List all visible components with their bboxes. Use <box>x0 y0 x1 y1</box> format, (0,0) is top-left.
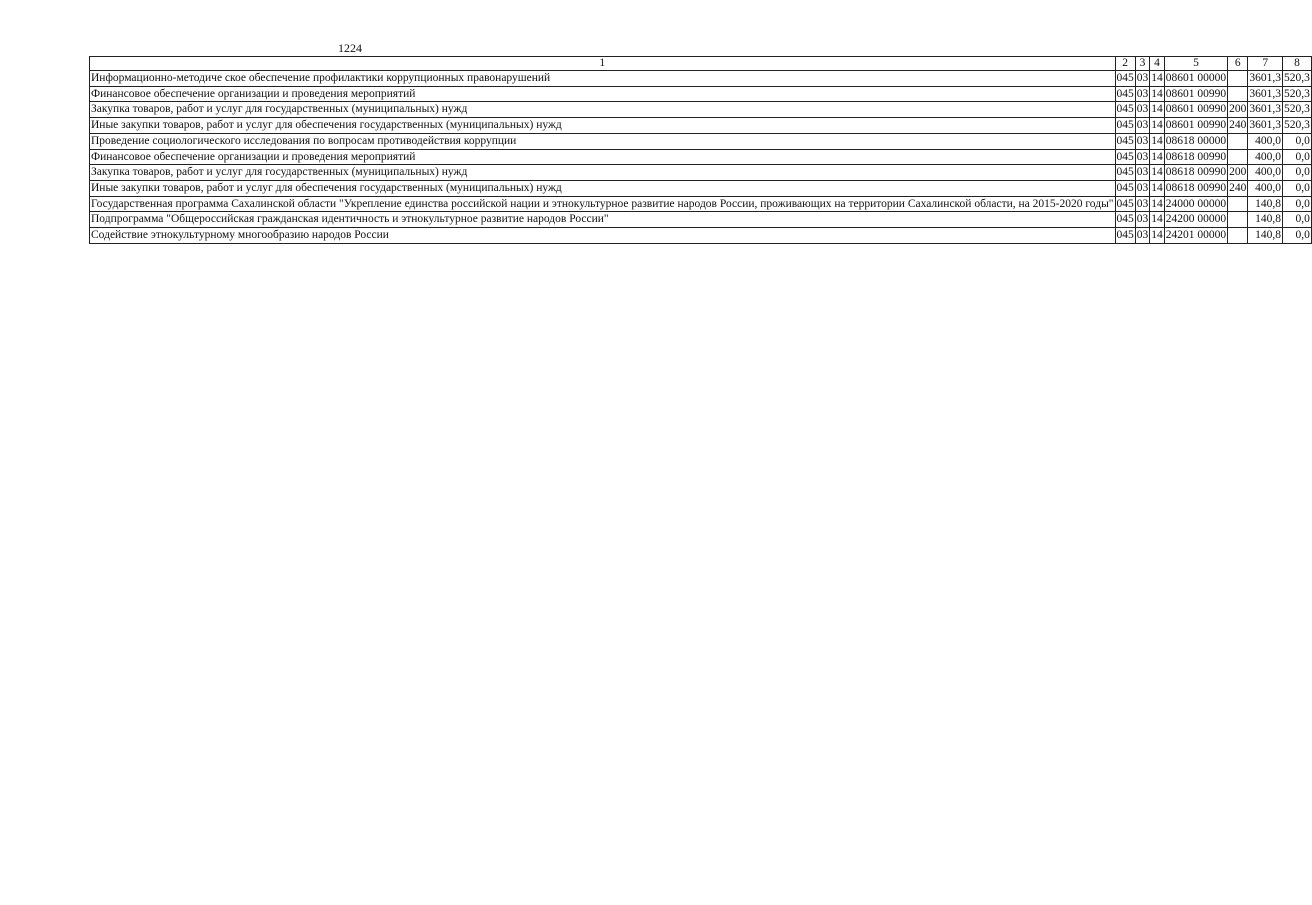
expense-type-code <box>1228 86 1248 102</box>
target-article-code: 08601 00000 <box>1164 71 1227 87</box>
expense-type-code: 200 <box>1228 102 1248 118</box>
column-header: 4 <box>1150 57 1165 71</box>
table-row <box>90 180 1312 196</box>
amount-col-8: 520,3 <box>1283 118 1312 134</box>
section-code: 03 <box>1135 71 1150 87</box>
section-code: 03 <box>1135 86 1150 102</box>
expense-type-code <box>1228 196 1248 212</box>
ministry-code: 045 <box>1115 133 1135 149</box>
ministry-code: 045 <box>1115 212 1135 228</box>
column-header: 8 <box>1283 57 1312 71</box>
amount-col-8: 0,0 <box>1283 196 1312 212</box>
target-article-code: 24200 00000 <box>1164 212 1227 228</box>
amount-col-7: 140,8 <box>1248 212 1283 228</box>
expense-type-code <box>1228 133 1248 149</box>
subsection-code: 14 <box>1150 196 1165 212</box>
item-name: Проведение социологического исследования по вопросам противодействия коррупции <box>90 133 1116 149</box>
table-row <box>90 118 1312 134</box>
column-header: 3 <box>1135 57 1150 71</box>
section-code: 03 <box>1135 180 1150 196</box>
amount-col-8: 0,0 <box>1283 133 1312 149</box>
ministry-code: 045 <box>1115 102 1135 118</box>
target-article-code: 08601 00990 <box>1164 118 1227 134</box>
amount-col-7: 400,0 <box>1248 133 1283 149</box>
expense-type-code: 200 <box>1228 165 1248 181</box>
table-row <box>90 102 1312 118</box>
section-code: 03 <box>1135 228 1150 244</box>
amount-col-8: 0,0 <box>1283 149 1312 165</box>
section-code: 03 <box>1135 102 1150 118</box>
section-code: 03 <box>1135 212 1150 228</box>
column-header: 2 <box>1115 57 1135 71</box>
amount-col-8: 0,0 <box>1283 180 1312 196</box>
subsection-code: 14 <box>1150 102 1165 118</box>
ministry-code: 045 <box>1115 228 1135 244</box>
subsection-code: 14 <box>1150 86 1165 102</box>
amount-col-8: 0,0 <box>1283 228 1312 244</box>
amount-col-7: 3601,3 <box>1248 102 1283 118</box>
amount-col-7: 3601,3 <box>1248 86 1283 102</box>
section-code: 03 <box>1135 118 1150 134</box>
target-article-code: 24000 00000 <box>1164 196 1227 212</box>
table-row <box>90 212 1312 228</box>
column-header: 5 <box>1164 57 1227 71</box>
subsection-code: 14 <box>1150 228 1165 244</box>
table-row <box>90 196 1312 212</box>
target-article-code: 08618 00990 <box>1164 165 1227 181</box>
subsection-code: 14 <box>1150 71 1165 87</box>
ministry-code: 045 <box>1115 196 1135 212</box>
amount-col-7: 400,0 <box>1248 165 1283 181</box>
subsection-code: 14 <box>1150 180 1165 196</box>
item-name: Подпрограмма "Общероссийская гражданская идентичность и этнокультурное развитие народов России" <box>90 212 1116 228</box>
item-name: Закупка товаров, работ и услуг для государственных (муниципальных) нужд <box>90 102 1116 118</box>
item-name: Иные закупки товаров, работ и услуг для обеспечения государственных (муниципальных) нужд <box>90 180 1116 196</box>
amount-col-7: 140,8 <box>1248 228 1283 244</box>
amount-col-8: 0,0 <box>1283 165 1312 181</box>
subsection-code: 14 <box>1150 212 1165 228</box>
table-row <box>90 228 1312 244</box>
budget-table <box>89 56 1312 244</box>
table-row <box>90 71 1312 87</box>
amount-col-8: 0,0 <box>1283 212 1312 228</box>
expense-type-code <box>1228 71 1248 87</box>
ministry-code: 045 <box>1115 86 1135 102</box>
amount-col-7: 3601,3 <box>1248 71 1283 87</box>
target-article-code: 08618 00000 <box>1164 133 1227 149</box>
target-article-code: 08601 00990 <box>1164 102 1227 118</box>
item-name: Иные закупки товаров, работ и услуг для обеспечения государственных (муниципальных) нужд <box>90 118 1116 134</box>
amount-col-7: 140,8 <box>1248 196 1283 212</box>
item-name: Закупка товаров, работ и услуг для государственных (муниципальных) нужд <box>90 165 1116 181</box>
ministry-code: 045 <box>1115 118 1135 134</box>
item-name: Информационно-методиче ское обеспечение профилактики коррупционных правонарушений <box>90 71 1116 87</box>
expense-type-code: 240 <box>1228 118 1248 134</box>
header-row <box>90 57 1312 71</box>
column-header: 1 <box>90 57 1116 71</box>
subsection-code: 14 <box>1150 149 1165 165</box>
expense-type-code <box>1228 149 1248 165</box>
amount-col-8: 520,3 <box>1283 102 1312 118</box>
expense-type-code <box>1228 212 1248 228</box>
amount-col-7: 3601,3 <box>1248 118 1283 134</box>
expense-type-code <box>1228 228 1248 244</box>
section-code: 03 <box>1135 133 1150 149</box>
ministry-code: 045 <box>1115 180 1135 196</box>
amount-col-8: 520,3 <box>1283 86 1312 102</box>
subsection-code: 14 <box>1150 165 1165 181</box>
item-name: Содействие этнокультурному многообразию народов России <box>90 228 1116 244</box>
ministry-code: 045 <box>1115 165 1135 181</box>
column-header: 7 <box>1248 57 1283 71</box>
target-article-code: 08618 00990 <box>1164 180 1227 196</box>
subsection-code: 14 <box>1150 133 1165 149</box>
ministry-code: 045 <box>1115 71 1135 87</box>
amount-col-7: 400,0 <box>1248 180 1283 196</box>
item-name: Финансовое обеспечение организации и проведения мероприятий <box>90 149 1116 165</box>
page-number: 1224 <box>338 41 362 55</box>
item-name: Финансовое обеспечение организации и проведения мероприятий <box>90 86 1116 102</box>
table-row <box>90 86 1312 102</box>
section-code: 03 <box>1135 149 1150 165</box>
table-row <box>90 149 1312 165</box>
section-code: 03 <box>1135 196 1150 212</box>
expense-type-code: 240 <box>1228 180 1248 196</box>
target-article-code: 08601 00990 <box>1164 86 1227 102</box>
ministry-code: 045 <box>1115 149 1135 165</box>
subsection-code: 14 <box>1150 118 1165 134</box>
table-row <box>90 165 1312 181</box>
amount-col-7: 400,0 <box>1248 149 1283 165</box>
target-article-code: 24201 00000 <box>1164 228 1227 244</box>
item-name: Государственная программа Сахалинской области "Укрепление единства российской нации и этнокультурное развитие народов России, проживающих на территории Сахалинской области, на 2015-2020 годы" <box>90 196 1116 212</box>
target-article-code: 08618 00990 <box>1164 149 1227 165</box>
table-row <box>90 133 1312 149</box>
amount-col-8: 520,3 <box>1283 71 1312 87</box>
column-header: 6 <box>1228 57 1248 71</box>
section-code: 03 <box>1135 165 1150 181</box>
